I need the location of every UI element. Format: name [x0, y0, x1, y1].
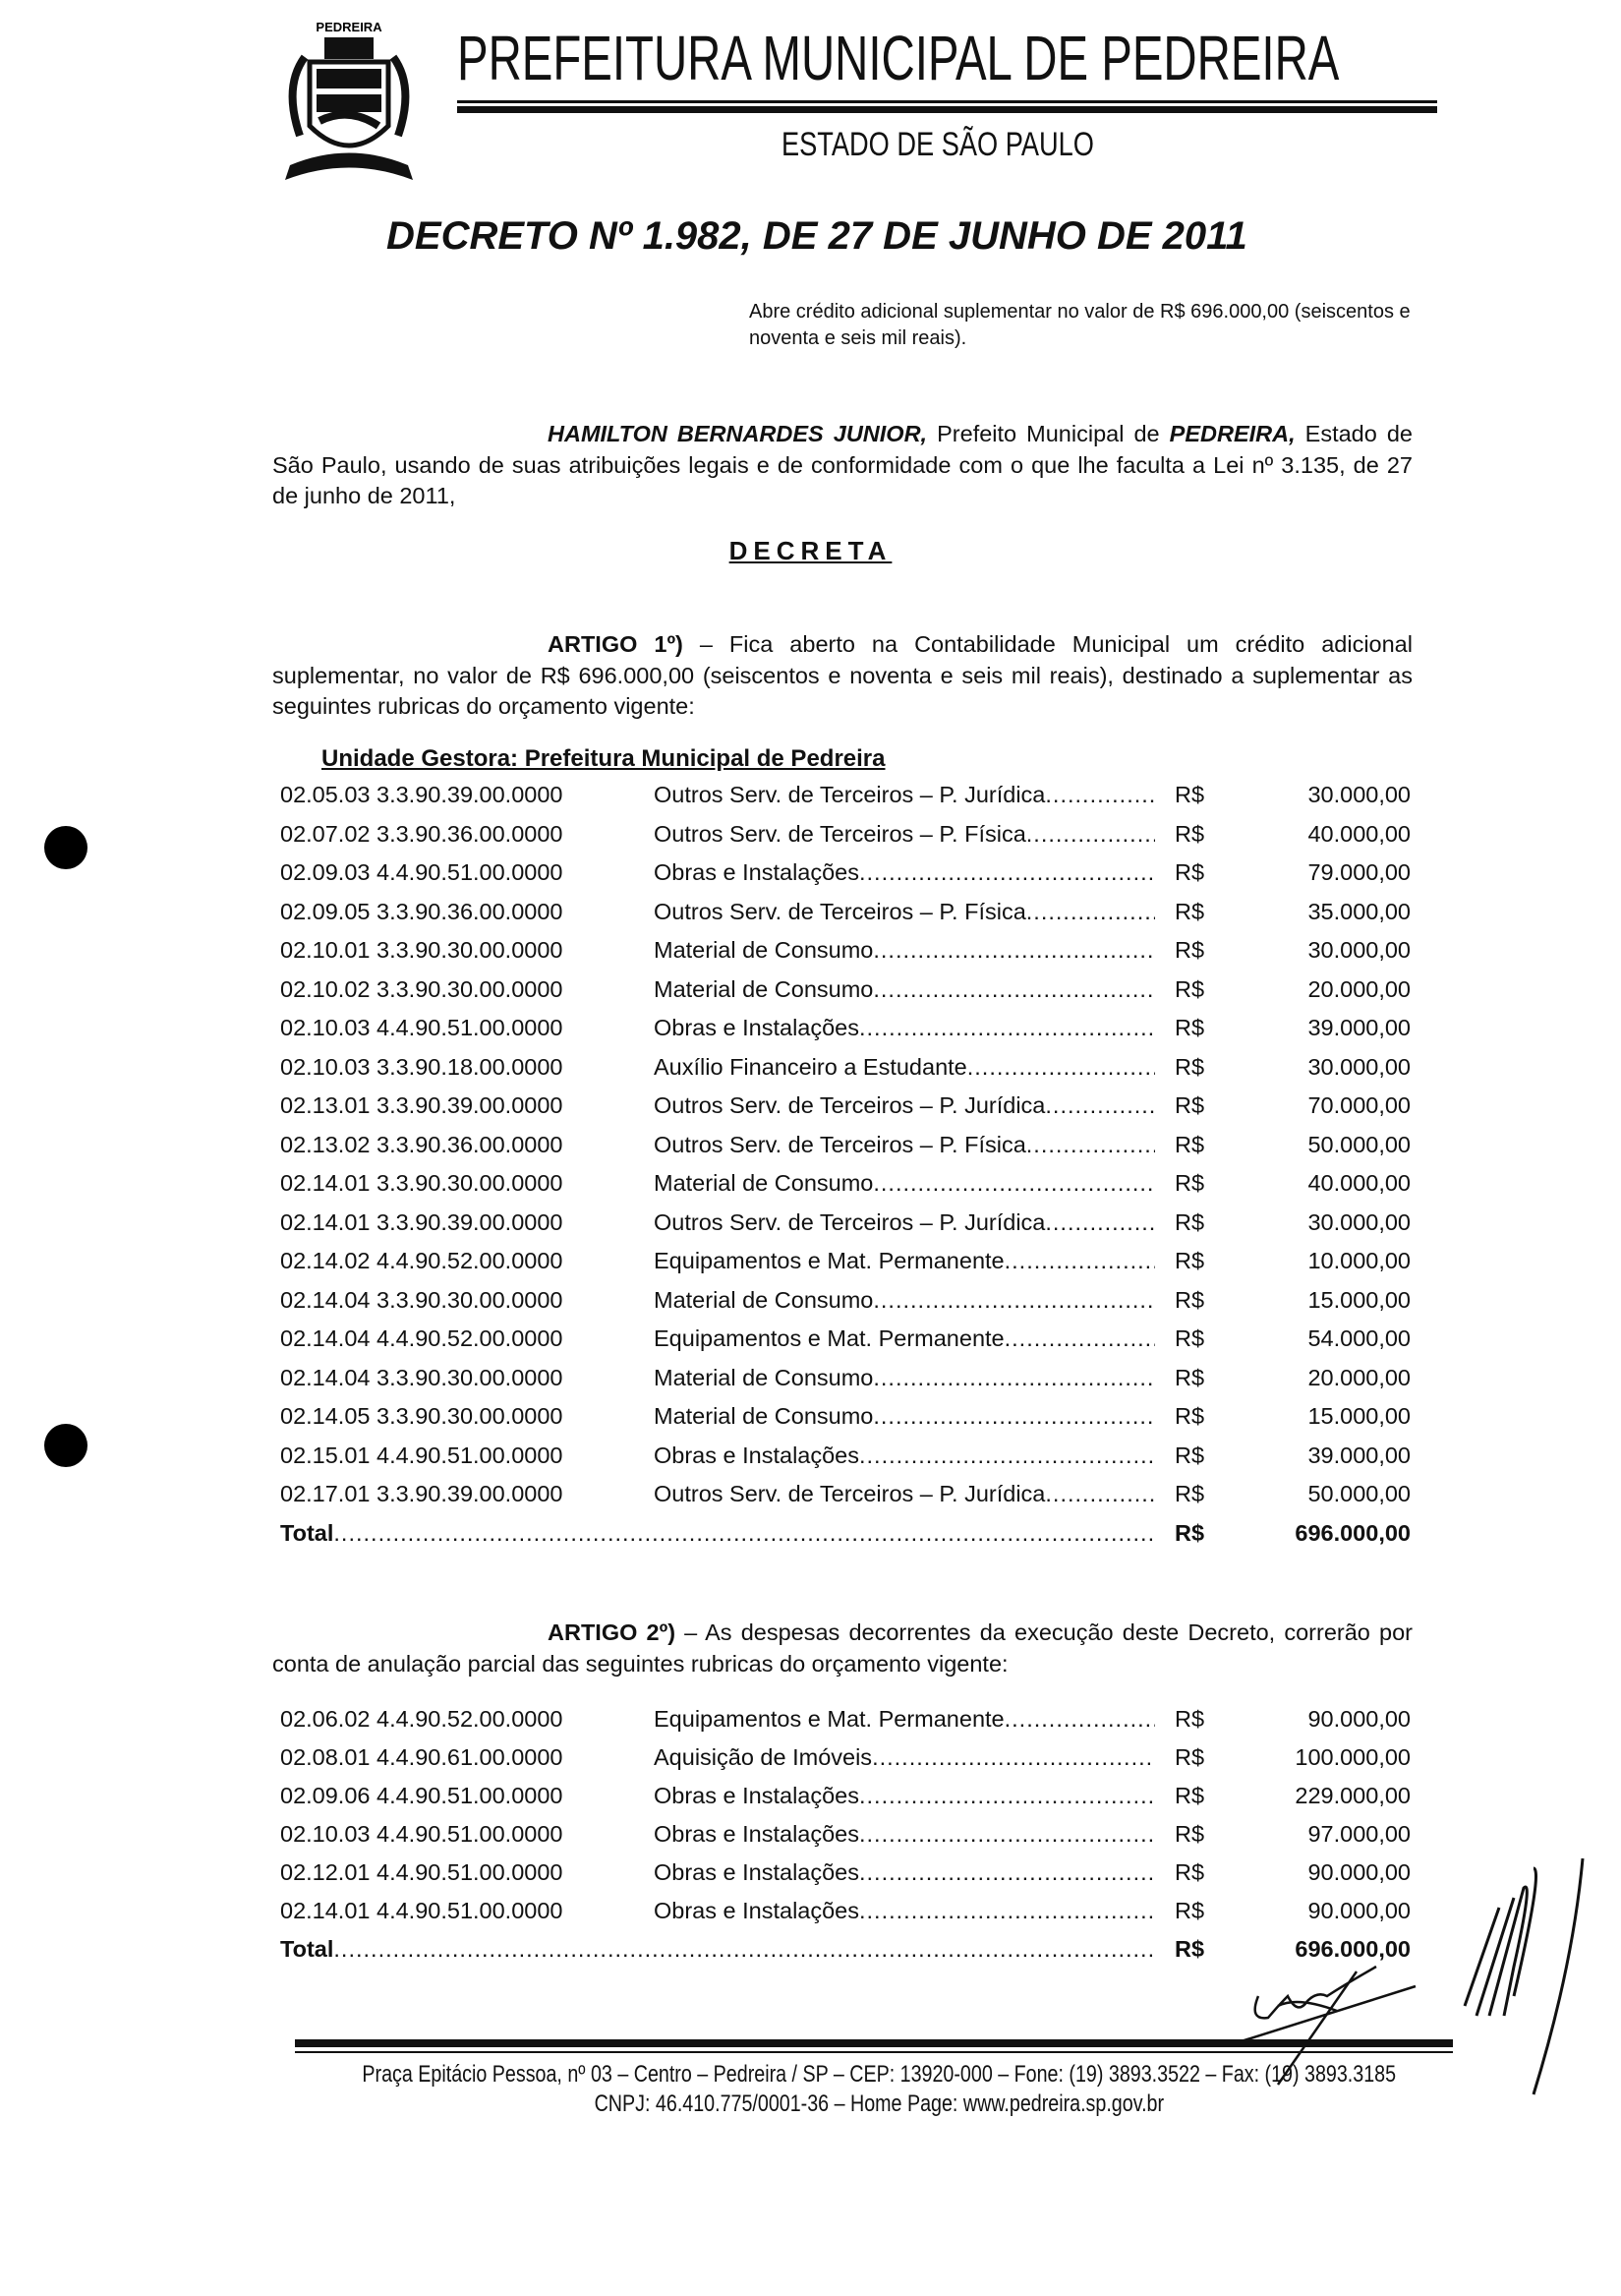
currency: R$	[1175, 1403, 1205, 1429]
amount: 50.000,00	[1307, 1131, 1411, 1157]
table-row	[280, 1132, 1411, 1165]
expense-description	[654, 1898, 1155, 1924]
budget-code: 02.17.01 3.3.90.39.00.0000	[280, 1481, 563, 1506]
total-amount: 696.000,00	[1295, 1936, 1411, 1962]
dot-leader	[859, 1783, 1155, 1809]
dot-leader	[1026, 1132, 1155, 1158]
currency: R$	[1175, 1821, 1205, 1847]
budget-code: 02.14.01 3.3.90.30.00.0000	[280, 1170, 563, 1196]
budget-code: 02.08.01 4.4.90.61.00.0000	[280, 1744, 563, 1770]
table-row	[280, 1706, 1411, 1739]
description-text: Obras e Instalações	[654, 1783, 859, 1808]
description-text: Outros Serv. de Terceiros – P. Jurídica	[654, 1092, 1046, 1118]
svg-text:PEDREIRA: PEDREIRA	[316, 20, 382, 34]
table-row	[280, 1209, 1411, 1243]
currency: R$	[1175, 1783, 1205, 1808]
amount: 39.000,00	[1307, 1442, 1411, 1468]
expense-description	[654, 1287, 1155, 1314]
table-row	[280, 1054, 1411, 1088]
dot-leader	[873, 1287, 1155, 1314]
dot-leader	[859, 1015, 1155, 1041]
table-row	[280, 1287, 1411, 1321]
amount: 30.000,00	[1307, 782, 1411, 807]
expense-description	[654, 1248, 1155, 1274]
coat-of-arms-logo	[275, 18, 423, 185]
description-text: Outros Serv. de Terceiros – P. Jurídica	[654, 782, 1046, 807]
dot-leader	[333, 1936, 1155, 1963]
amount: 30.000,00	[1307, 1208, 1411, 1235]
table-row	[280, 821, 1411, 854]
expense-description	[654, 821, 1155, 848]
description-text: Obras e Instalações	[654, 1442, 859, 1468]
expense-description	[654, 1092, 1155, 1119]
description-text: Obras e Instalações	[654, 1898, 859, 1923]
currency: R$	[1175, 1442, 1205, 1468]
dot-leader	[1045, 1481, 1155, 1507]
description-text: Equipamentos e Mat. Permanente	[654, 1248, 1005, 1273]
expense-description	[654, 899, 1155, 925]
description-text: Auxílio Financeiro a Estudante	[654, 1053, 967, 1080]
currency: R$	[1175, 1364, 1205, 1390]
amount: 90.000,00	[1307, 1706, 1411, 1732]
footer-address-text: Praça Epitácio Pessoa, nº 03 – Centro – Pedreira / SP – CEP: 13920-000 – Fone: (19) 3893.3522 – Fax: (19) 3893.3185	[362, 2061, 1397, 2088]
footer-cnpj-text: CNPJ: 46.410.775/0001-36 – Home Page: www.pedreira.sp.gov.br	[594, 2090, 1165, 2117]
expense-description	[654, 859, 1155, 886]
budget-code: 02.10.03 3.3.90.18.00.0000	[280, 1053, 563, 1080]
budget-code: 02.09.03 4.4.90.51.00.0000	[280, 859, 563, 885]
budget-code: 02.13.01 3.3.90.39.00.0000	[280, 1092, 563, 1118]
budget-code: 02.07.02 3.3.90.36.00.0000	[280, 820, 563, 847]
description-text: Outros Serv. de Terceiros – P. Jurídica	[654, 1208, 1046, 1235]
table-row	[280, 1092, 1411, 1126]
table-row	[280, 782, 1411, 815]
table-row	[280, 1403, 1411, 1437]
expense-description	[654, 1744, 1155, 1771]
dot-leader	[859, 1821, 1155, 1848]
budget-code: 02.10.03 4.4.90.51.00.0000	[280, 1015, 563, 1040]
table-row	[280, 859, 1411, 893]
total-label	[280, 1936, 1155, 1963]
preamble	[272, 419, 1413, 512]
dot-leader	[1005, 1325, 1155, 1352]
budget-code: 02.05.03 3.3.90.39.00.0000	[280, 782, 563, 807]
table-row	[280, 1442, 1411, 1476]
dot-leader	[1045, 1092, 1155, 1119]
expense-description	[654, 1209, 1155, 1236]
description-text: Outros Serv. de Terceiros – P. Física	[654, 820, 1026, 847]
header-rule	[457, 106, 1437, 113]
expense-description	[654, 1821, 1155, 1848]
budget-code: 02.10.03 4.4.90.51.00.0000	[280, 1821, 563, 1847]
currency: R$	[1175, 1131, 1205, 1157]
total-label	[280, 1520, 1155, 1547]
article-1-label: ARTIGO 1º)	[548, 631, 683, 657]
unit-heading: Unidade Gestora: Prefeitura Municipal de Pedreira	[321, 745, 886, 772]
amount: 20.000,00	[1307, 975, 1411, 1002]
description-text: Equipamentos e Mat. Permanente	[654, 1706, 1005, 1732]
dot-leader	[1005, 1706, 1155, 1733]
currency: R$	[1175, 1519, 1205, 1546]
amount: 90.000,00	[1307, 1859, 1411, 1885]
description-text: Equipamentos e Mat. Permanente	[654, 1325, 1005, 1351]
dot-leader	[873, 1365, 1155, 1391]
currency: R$	[1175, 1936, 1205, 1962]
dot-leader	[873, 937, 1155, 964]
description-text: Material de Consumo	[654, 1364, 874, 1390]
budget-code: 02.09.06 4.4.90.51.00.0000	[280, 1783, 563, 1808]
description-text: Material de Consumo	[654, 1170, 874, 1196]
article-2-text: – As despesas decorrentes da execução deste Decreto, correrão por conta de anulação parcial das seguintes rubricas do orçamento vigente:	[272, 1619, 1413, 1677]
preamble-text: Estado de São Paulo, usando de suas atribuições legais e de conformidade com o que lhe faculta a Lei nº 3.135, de 27 de junho de 2011,	[272, 421, 1414, 508]
dot-leader	[1026, 821, 1155, 848]
amount: 54.000,00	[1307, 1325, 1411, 1351]
budget-code: 02.10.02 3.3.90.30.00.0000	[280, 975, 563, 1002]
amount: 97.000,00	[1307, 1821, 1411, 1847]
currency: R$	[1175, 1898, 1205, 1923]
description-text: Obras e Instalações	[654, 859, 859, 885]
currency: R$	[1175, 1015, 1205, 1040]
dot-leader	[873, 976, 1155, 1003]
total-text: Total	[280, 1519, 334, 1546]
amount: 100.000,00	[1295, 1744, 1411, 1770]
budget-code: 02.14.04 4.4.90.52.00.0000	[280, 1325, 563, 1351]
article-2	[272, 1618, 1413, 1679]
dot-leader	[872, 1744, 1155, 1771]
currency: R$	[1175, 1053, 1205, 1080]
currency: R$	[1175, 975, 1205, 1002]
header-rule	[457, 100, 1437, 103]
total-amount: 696.000,00	[1295, 1519, 1411, 1546]
expense-description	[654, 976, 1155, 1003]
currency: R$	[1175, 1092, 1205, 1118]
article-1	[272, 629, 1413, 723]
amount: 40.000,00	[1307, 1170, 1411, 1196]
decree-title: DECRETO Nº 1.982, DE 27 DE JUNHO DE 2011	[386, 214, 1247, 258]
description-text: Obras e Instalações	[654, 1821, 859, 1847]
amount: 35.000,00	[1307, 898, 1411, 924]
amount: 15.000,00	[1307, 1286, 1411, 1313]
currency: R$	[1175, 1170, 1205, 1196]
dot-leader	[873, 1170, 1155, 1197]
expense-description	[654, 1403, 1155, 1430]
article-2-label: ARTIGO 2º)	[548, 1619, 676, 1645]
dot-leader	[1005, 1248, 1155, 1274]
dot-leader	[859, 1442, 1155, 1469]
budget-code: 02.14.04 3.3.90.30.00.0000	[280, 1364, 563, 1390]
description-text: Outros Serv. de Terceiros – P. Física	[654, 898, 1026, 924]
amount: 39.000,00	[1307, 1015, 1411, 1040]
budget-code: 02.14.05 3.3.90.30.00.0000	[280, 1403, 563, 1429]
expense-description	[654, 1783, 1155, 1809]
dot-leader	[1045, 1209, 1155, 1236]
amount: 50.000,00	[1307, 1481, 1411, 1506]
expense-description	[654, 782, 1155, 808]
decree-summary: Abre crédito adicional suplementar no valor de R$ 696.000,00 (seiscentos e noventa e seis mil reais).	[749, 301, 1411, 349]
footer-address	[69, 2061, 1621, 2089]
footer-cnpj	[69, 2090, 1621, 2118]
table-row	[280, 937, 1411, 971]
budget-code: 02.14.01 3.3.90.39.00.0000	[280, 1208, 563, 1235]
footer-rule	[295, 2051, 1453, 2053]
expense-description	[654, 1015, 1155, 1041]
budget-code: 02.10.01 3.3.90.30.00.0000	[280, 937, 563, 963]
description-text: Outros Serv. de Terceiros – P. Jurídica	[654, 1481, 1046, 1506]
decreta-heading: DECRETA	[728, 536, 893, 565]
budget-code: 02.14.02 4.4.90.52.00.0000	[280, 1248, 563, 1273]
dot-leader	[859, 859, 1155, 886]
header-title: PREFEITURA MUNICIPAL DE PEDREIRA	[457, 23, 1340, 93]
currency: R$	[1175, 1744, 1205, 1770]
amount: 40.000,00	[1307, 820, 1411, 847]
punch-hole	[44, 1424, 87, 1467]
currency: R$	[1175, 1325, 1205, 1351]
amount: 70.000,00	[1307, 1092, 1411, 1118]
currency: R$	[1175, 1208, 1205, 1235]
table-row	[280, 976, 1411, 1010]
amount: 90.000,00	[1307, 1898, 1411, 1923]
amount: 15.000,00	[1307, 1403, 1411, 1429]
table-row	[280, 1744, 1411, 1778]
total-row	[280, 1520, 1411, 1554]
description-text: Aquisição de Imóveis	[654, 1744, 873, 1770]
table-row	[280, 1481, 1411, 1514]
preamble-text: Prefeito Municipal de	[927, 421, 1170, 446]
budget-code: 02.15.01 4.4.90.51.00.0000	[280, 1442, 563, 1468]
budget-code: 02.12.01 4.4.90.51.00.0000	[280, 1859, 563, 1885]
budget-code: 02.14.01 4.4.90.51.00.0000	[280, 1898, 563, 1923]
budget-code: 02.09.05 3.3.90.36.00.0000	[280, 898, 563, 924]
amount: 30.000,00	[1307, 1053, 1411, 1080]
currency: R$	[1175, 1248, 1205, 1273]
dot-leader	[873, 1403, 1155, 1430]
dot-leader	[333, 1520, 1155, 1547]
expense-description	[654, 1481, 1155, 1507]
total-text: Total	[280, 1936, 334, 1962]
mayor-name: HAMILTON BERNARDES JUNIOR,	[548, 421, 928, 446]
dot-leader	[859, 1859, 1155, 1886]
dot-leader	[1026, 899, 1155, 925]
expense-description	[654, 1132, 1155, 1158]
amount: 30.000,00	[1307, 937, 1411, 963]
expense-description	[654, 1054, 1155, 1081]
expense-description	[654, 1859, 1155, 1886]
dot-leader	[967, 1054, 1155, 1081]
table-row	[280, 899, 1411, 932]
currency: R$	[1175, 1481, 1205, 1506]
expense-description	[654, 937, 1155, 964]
amount: 229.000,00	[1295, 1783, 1411, 1808]
footer-rule	[295, 2039, 1453, 2047]
budget-code: 02.13.02 3.3.90.36.00.0000	[280, 1131, 563, 1157]
description-text: Material de Consumo	[654, 1403, 874, 1429]
description-text: Material de Consumo	[654, 1286, 874, 1313]
table-row	[280, 1325, 1411, 1359]
city-name: PEDREIRA,	[1169, 421, 1296, 446]
table-row	[280, 1015, 1411, 1048]
dot-leader	[859, 1898, 1155, 1924]
currency: R$	[1175, 820, 1205, 847]
currency: R$	[1175, 782, 1205, 807]
expense-description	[654, 1170, 1155, 1197]
currency: R$	[1175, 898, 1205, 924]
expense-description	[654, 1442, 1155, 1469]
expense-description	[654, 1706, 1155, 1733]
table-row	[280, 1248, 1411, 1281]
dot-leader	[1045, 782, 1155, 808]
description-text: Outros Serv. de Terceiros – P. Física	[654, 1131, 1026, 1157]
currency: R$	[1175, 1706, 1205, 1732]
punch-hole	[44, 826, 87, 869]
budget-code: 02.14.04 3.3.90.30.00.0000	[280, 1286, 563, 1313]
table-row	[280, 1365, 1411, 1398]
table-row	[280, 1170, 1411, 1204]
currency: R$	[1175, 937, 1205, 963]
currency: R$	[1175, 1859, 1205, 1885]
amount: 10.000,00	[1307, 1248, 1411, 1273]
description-text: Obras e Instalações	[654, 1859, 859, 1885]
currency: R$	[1175, 859, 1205, 885]
amount: 20.000,00	[1307, 1364, 1411, 1390]
currency: R$	[1175, 1286, 1205, 1313]
amount: 79.000,00	[1307, 859, 1411, 885]
expense-description	[654, 1325, 1155, 1352]
budget-code: 02.06.02 4.4.90.52.00.0000	[280, 1706, 563, 1732]
header-state: ESTADO DE SÃO PAULO	[782, 126, 1094, 163]
article-1-text: – Fica aberto na Contabilidade Municipal um crédito adicional suplementar, no valor de R$ 696.000,00 (seiscentos e noventa e seis mil reais), destinado a suplementar as seguintes rubricas do orçamento vigente:	[272, 631, 1413, 719]
description-text: Material de Consumo	[654, 975, 874, 1002]
description-text: Material de Consumo	[654, 937, 874, 963]
table-row	[280, 1783, 1411, 1816]
expense-description	[654, 1365, 1155, 1391]
description-text: Obras e Instalações	[654, 1015, 859, 1040]
